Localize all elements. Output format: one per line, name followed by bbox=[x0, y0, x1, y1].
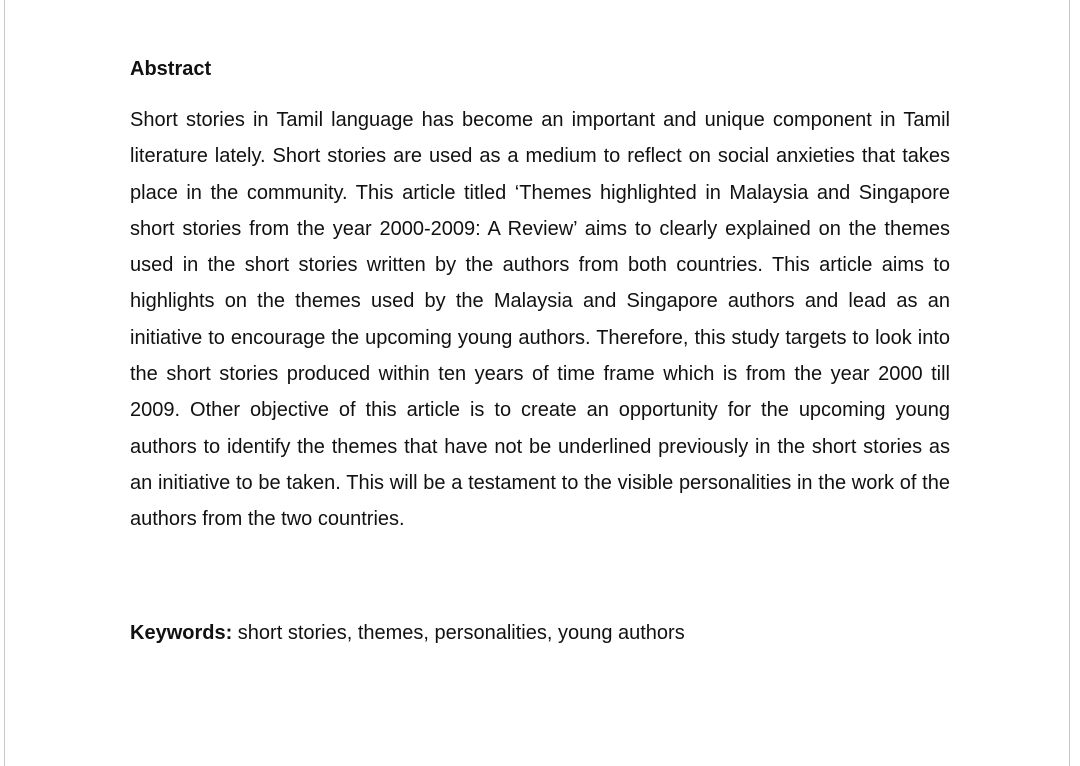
keywords-line bbox=[130, 618, 950, 648]
abstract-heading: Abstract bbox=[130, 58, 212, 80]
keywords-label: Keywords: bbox=[130, 621, 233, 644]
abstract-body: Short stories in Tamil language has become an important and unique component in Tamil literature lately. Short stories are used as a medium to reflect on social anxieties that takes place in the community. This article titled ‘Themes highlighted in Malaysia and Singapore short stories from the year 2000-2009: A Review’ aims to clearly explained on the themes used in the short stories written by the authors from both countries. This article aims to highlights on the themes used by the Malaysia and Singapore authors and lead as an initiative to encourage the upcoming young authors. Therefore, this study targets to look into the short stories produced within ten years of time frame which is from the year 2000 till 2009. Other objective of this article is to create an opportunity for the upcoming young authors to identify the themes that have not be underlined previously in the short stories as an initiative to be taken. This will be a testament to the visible personalities in the work of the authors from the two countries. bbox=[130, 109, 950, 531]
keywords-text: short stories, themes, personalities, young authors bbox=[232, 621, 685, 644]
document-content bbox=[130, 54, 950, 648]
